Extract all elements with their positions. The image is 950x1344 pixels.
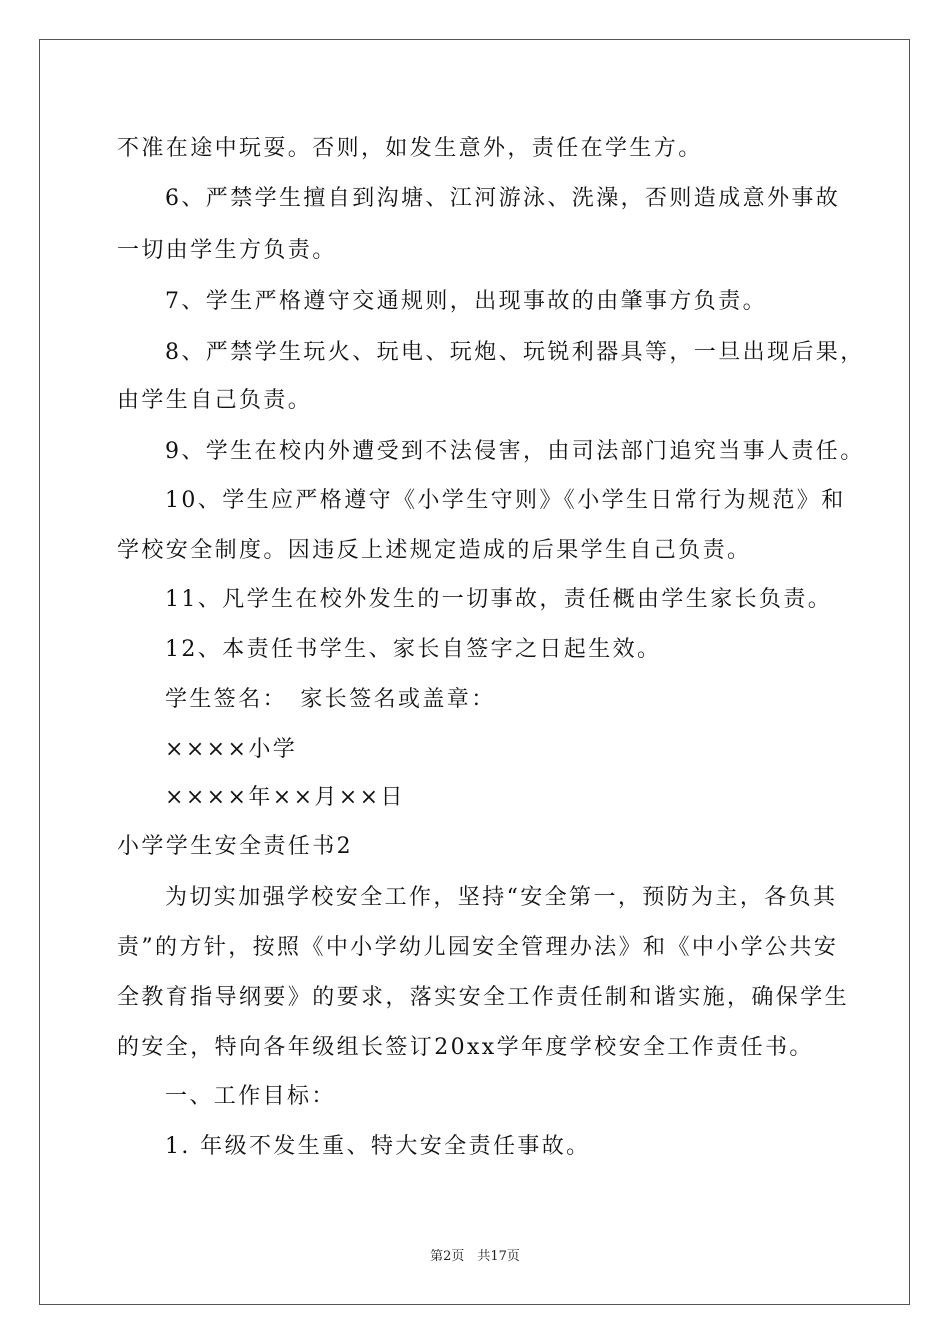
body-line: 9、学生在校内外遭受到不法侵害，由司法部门追究当事人责任。 [165, 439, 865, 464]
body-line: 8、严禁学生玩火、玩电、玩炮、玩锐利器具等，一旦出现后果， [165, 340, 865, 365]
body-line: 学校安全制度。因违反上述规定造成的后果学生自己负责。 [117, 538, 752, 563]
signature-line: 学生签名： 家长签名或盖章： [165, 687, 496, 712]
body-line: 为切实加强学校安全工作，坚持“安全第一，预防为主，各负其 [165, 885, 838, 910]
page-number: 第2页 共17页 [430, 1249, 520, 1264]
body-line: 6、严禁学生擅自到沟塘、江河游泳、洗澡，否则造成意外事故 [165, 186, 841, 211]
body-line: 责”的方针，按照《中小学幼儿园安全管理办法》和《中小学公共安 [117, 935, 839, 960]
page-border [39, 39, 910, 1305]
body-line: 的安全，特向各年级组长签订20xx学年度学校安全工作责任书。 [117, 1035, 814, 1060]
section-heading: 一、工作目标： [165, 1084, 336, 1109]
section-title: 小学学生安全责任书2 [117, 834, 353, 859]
body-line: 11、凡学生在校外发生的一切事故，责任概由学生家长负责。 [165, 587, 833, 612]
date-line: ××××年××月××日 [165, 785, 405, 810]
body-line: 由学生自己负责。 [117, 388, 313, 413]
body-line: 12、本责任书学生、家长自签字之日起生效。 [165, 637, 662, 662]
body-line: 全教育指导纲要》的要求，落实安全工作责任制和谐实施，确保学生 [117, 985, 850, 1010]
body-line: 一切由学生方负责。 [117, 238, 337, 263]
body-line: 1. 年级不发生重、特大安全责任事故。 [165, 1134, 591, 1159]
body-line: 10、学生应严格遵守《小学生守则》《小学生日常行为规范》和 [165, 488, 846, 513]
school-name: ××××小学 [165, 737, 298, 762]
body-line: 不准在途中玩耍。否则，如发生意外，责任在学生方。 [117, 136, 703, 161]
body-line: 7、学生严格遵守交通规则，出现事故的由肇事方负责。 [165, 289, 767, 314]
